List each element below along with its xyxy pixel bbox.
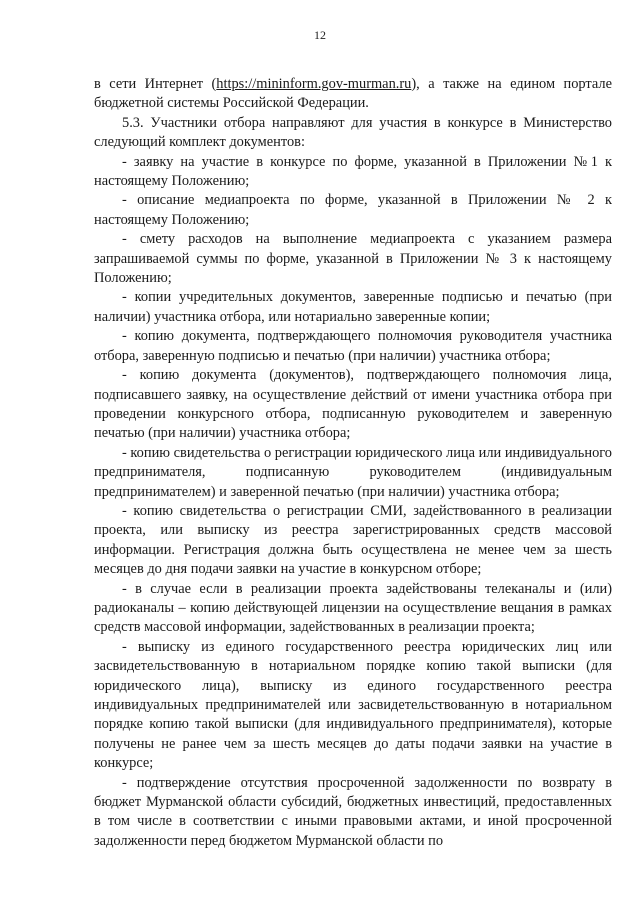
list-item-application: - заявку на участие в конкурсе по форме, указанной в Приложении №1 к настоящему Положению; (94, 153, 612, 190)
page-number: 12 (314, 28, 326, 42)
list-item-cost-estimate: - смету расходов на выполнение медиапроекта с указанием размера запрашиваемой суммы по форме, указанной в Приложении № 3 к настоящему Положению; (94, 231, 612, 287)
list-item-signatory-authority: - копию документа (документов), подтверждающего полномочия лица, подписавшего заявку, на осуществление действий от имени участника отбора при проведении конкурсного отбора, подписанную руководителем и заверенную печатью (при наличии) участника отбора; (94, 367, 612, 442)
list-item-media-project-description: - описание медиапроекта по форме, указанной в Приложении № 2 к настоящему Положению; (94, 192, 612, 228)
paragraph-section-5-3: 5.3. Участники отбора направляют для участия в конкурсе в Министерство следующий комплект документов: (94, 114, 612, 151)
list-item-state-register-extract: - выписку из единого государственного реестра юридических лиц или засвидетельствованную в нотариальном порядке копию такой выписки (для юридического лица), выписку из единого государственного реестра индивидуальных предпринимателей или засвидетельствованную в нотариальном порядке копию такой выписки (для индивидуального предпринимателя), которые получены не ранее чем за шесть месяцев до даты подачи заявки на участие в конкурсе; (94, 638, 612, 772)
website-link[interactable]: https://mininform.gov-murman.ru (216, 76, 412, 92)
list-item-head-authority: - копию документа, подтверждающего полномочия руководителя участника отбора, заверенную подписью и печатью (при наличии) участника отбора; (94, 328, 612, 364)
paragraph-portal-before: в сети Интернет ( (94, 76, 217, 92)
paragraph-portal (94, 75, 612, 114)
list-item-media-registration: - копию свидетельства о регистрации СМИ, задействованного в реализации проекта, или выписку из реестра зарегистрированных средств массовой информации. Регистрация должна быть осуществлена не менее чем за шесть месяцев до дня подачи заявки на участие в конкурсном отборе; (94, 502, 612, 578)
list-item-no-overdue-debt: - подтверждение отсутствия просроченной задолженности по возврату в бюджет Мурманской области субсидий, бюджетных инвестиций, предоставленных в том числе в соответствии с иными правовыми актами, и иной просроченной задолженности перед бюджетом Мурманской области по (94, 774, 612, 849)
paragraph-portal-after: ), а также на едином портале бюджетной системы Российской Федерации. (94, 76, 612, 112)
document-body (94, 75, 612, 851)
list-item-founding-documents: - копии учредительных документов, заверенные подписью и печатью (при наличии) участника отбора, или нотариально заверенные копии; (94, 289, 612, 325)
list-item-registration-certificate: - копию свидетельства о регистрации юридического лица или индивидуального предпринимателя, подписанную руководителем (индивидуальным предпринимателем) и заверенной печатью (при наличии) участника отбора; (94, 444, 612, 500)
list-item-broadcast-license: - в случае если в реализации проекта задействованы телеканалы и (или) радиоканалы – копию действующей лицензии на осуществление вещания в рамках средств массовой информации, задействованных в реализации проекта; (94, 580, 612, 636)
